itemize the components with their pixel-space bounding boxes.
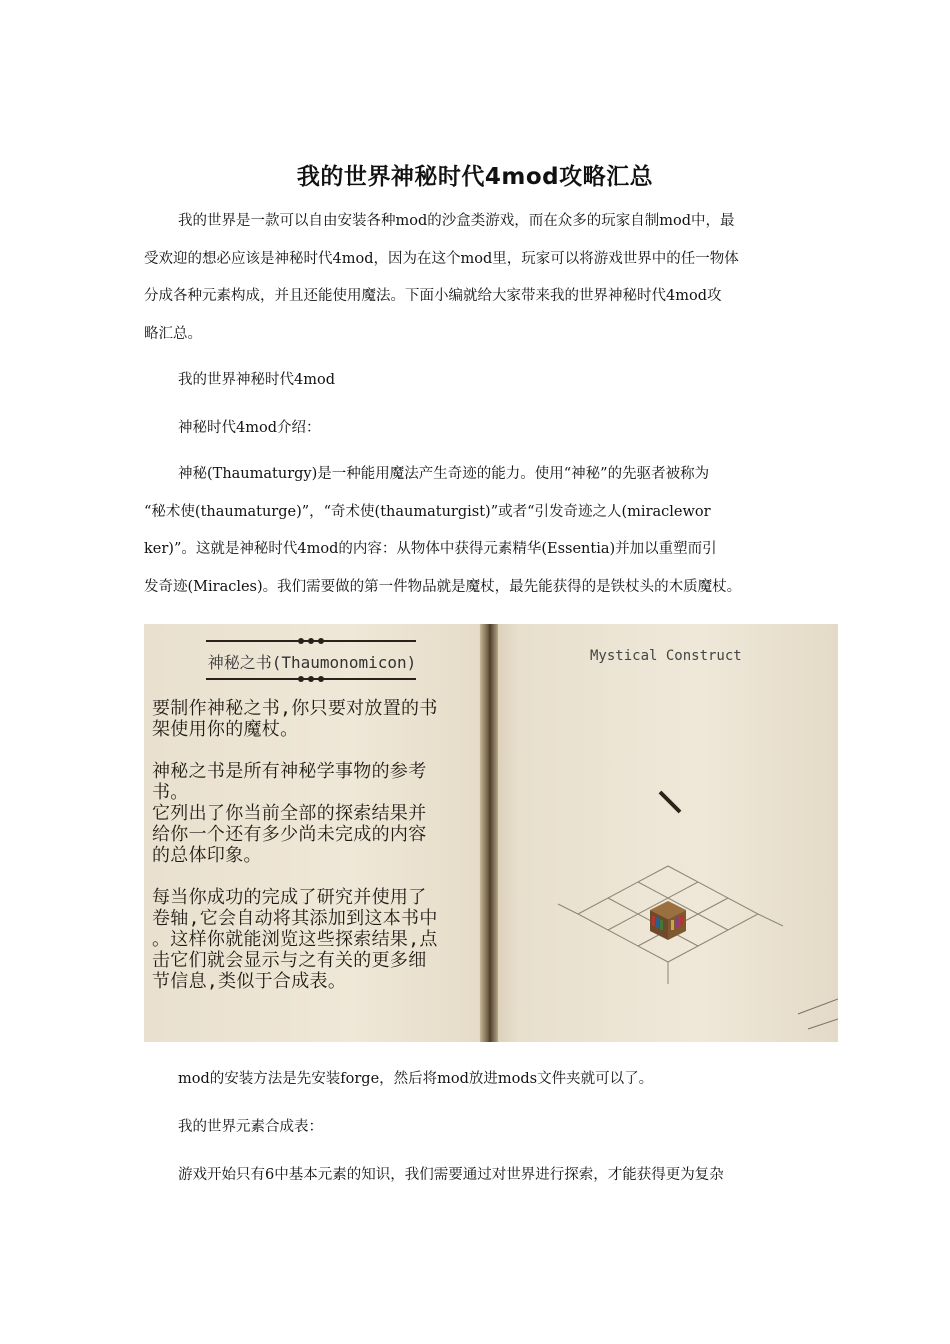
section-heading-2: [144, 410, 814, 448]
book-line: 神秘之书是所有神秘学事物的参考: [152, 761, 427, 782]
description-paragraph: [144, 456, 814, 606]
desc-line: “秘术使(thaumaturge)”，“奇术使(thaumaturgist)”或者“引发奇迹之人(miraclewor: [144, 503, 711, 520]
intro-line: 受欢迎的想必应该是神秘时代4mod，因为在这个mod里，玩家可以将游戏世界中的任一物体: [144, 250, 739, 267]
desc-line: 神秘(Thaumaturgy)是一种能用魔法产生奇迹的能力。使用“神秘”的先驱者被称为: [178, 466, 710, 482]
book-line: 击它们就会显示与之有关的更多细: [152, 950, 427, 971]
book-line: 的总体印象。: [152, 845, 262, 866]
book-line: 。这样你就能浏览这些探索结果,点: [152, 929, 438, 950]
book-line: 给你一个还有多少尚未完成的内容: [152, 824, 427, 845]
install-line: mod的安装方法是先安装forge，然后将mod放进mods文件夹就可以了。: [178, 1071, 654, 1087]
intro-line: 分成各种元素构成，并且还能使用魔法。下面小编就给大家带来我的世界神秘时代4mod攻: [144, 288, 722, 304]
construct-title: Mystical Construct: [590, 648, 742, 664]
page-corner-icon: [798, 999, 838, 1029]
desc-line: 发奇迹(Miracles)。我们需要做的第一件物品就是魔杖，最先能获得的是铁杖头的木质魔杖。: [144, 578, 742, 595]
synthesis-heading: [144, 1109, 814, 1147]
ornament-top-icon: [206, 636, 416, 646]
section-heading-2-text: 神秘时代4mod介绍：: [178, 420, 321, 436]
book-line: 卷轴,它会自动将其添加到这本书中: [152, 908, 438, 929]
synthesis-heading-text: 我的世界元素合成表：: [178, 1119, 323, 1135]
book-line: 节信息,类似于合成表。: [152, 971, 347, 992]
install-paragraph: [144, 1061, 814, 1099]
document-title: 我的世界神秘时代4mod攻略汇总: [296, 164, 654, 190]
ornament-bottom-icon: [206, 674, 416, 684]
section-heading-1-text: 我的世界神秘时代4mod: [178, 372, 335, 388]
book-spine: [480, 624, 498, 1042]
elements-paragraph: [144, 1157, 814, 1195]
bookshelf-block-icon: [650, 901, 686, 940]
book-line: 书。: [152, 782, 189, 803]
book-right-page: [498, 624, 838, 1042]
wand-icon: [660, 792, 680, 812]
construct-diagram: [498, 624, 838, 1042]
section-heading-1: [144, 362, 814, 400]
desc-line: ker)”。这就是神秘时代4mod的内容：从物体中获得元素精华(Essentia)并加以重塑而引: [144, 541, 717, 557]
book-line: 每当你成功的完成了研究并使用了: [152, 887, 427, 908]
intro-paragraph: [144, 203, 814, 353]
book-heading: 神秘之书(Thaumonomicon): [207, 653, 417, 672]
book-line: 它列出了你当前全部的探索结果并: [152, 803, 427, 824]
intro-line: 略汇总。: [144, 325, 202, 342]
book-body-text: [152, 698, 482, 992]
book-line: 要制作神秘之书,你只要对放置的书: [152, 698, 438, 719]
thaumonomicon-screenshot: [144, 624, 838, 1042]
book-left-page: [144, 624, 484, 1042]
book-line: 架使用你的魔杖。: [152, 719, 299, 740]
elements-line: 游戏开始只有6中基本元素的知识，我们需要通过对世界进行探索，才能获得更为复杂: [178, 1167, 724, 1183]
intro-line: 我的世界是一款可以自由安装各种mod的沙盒类游戏，而在众多的玩家自制mod中，最: [178, 213, 735, 229]
